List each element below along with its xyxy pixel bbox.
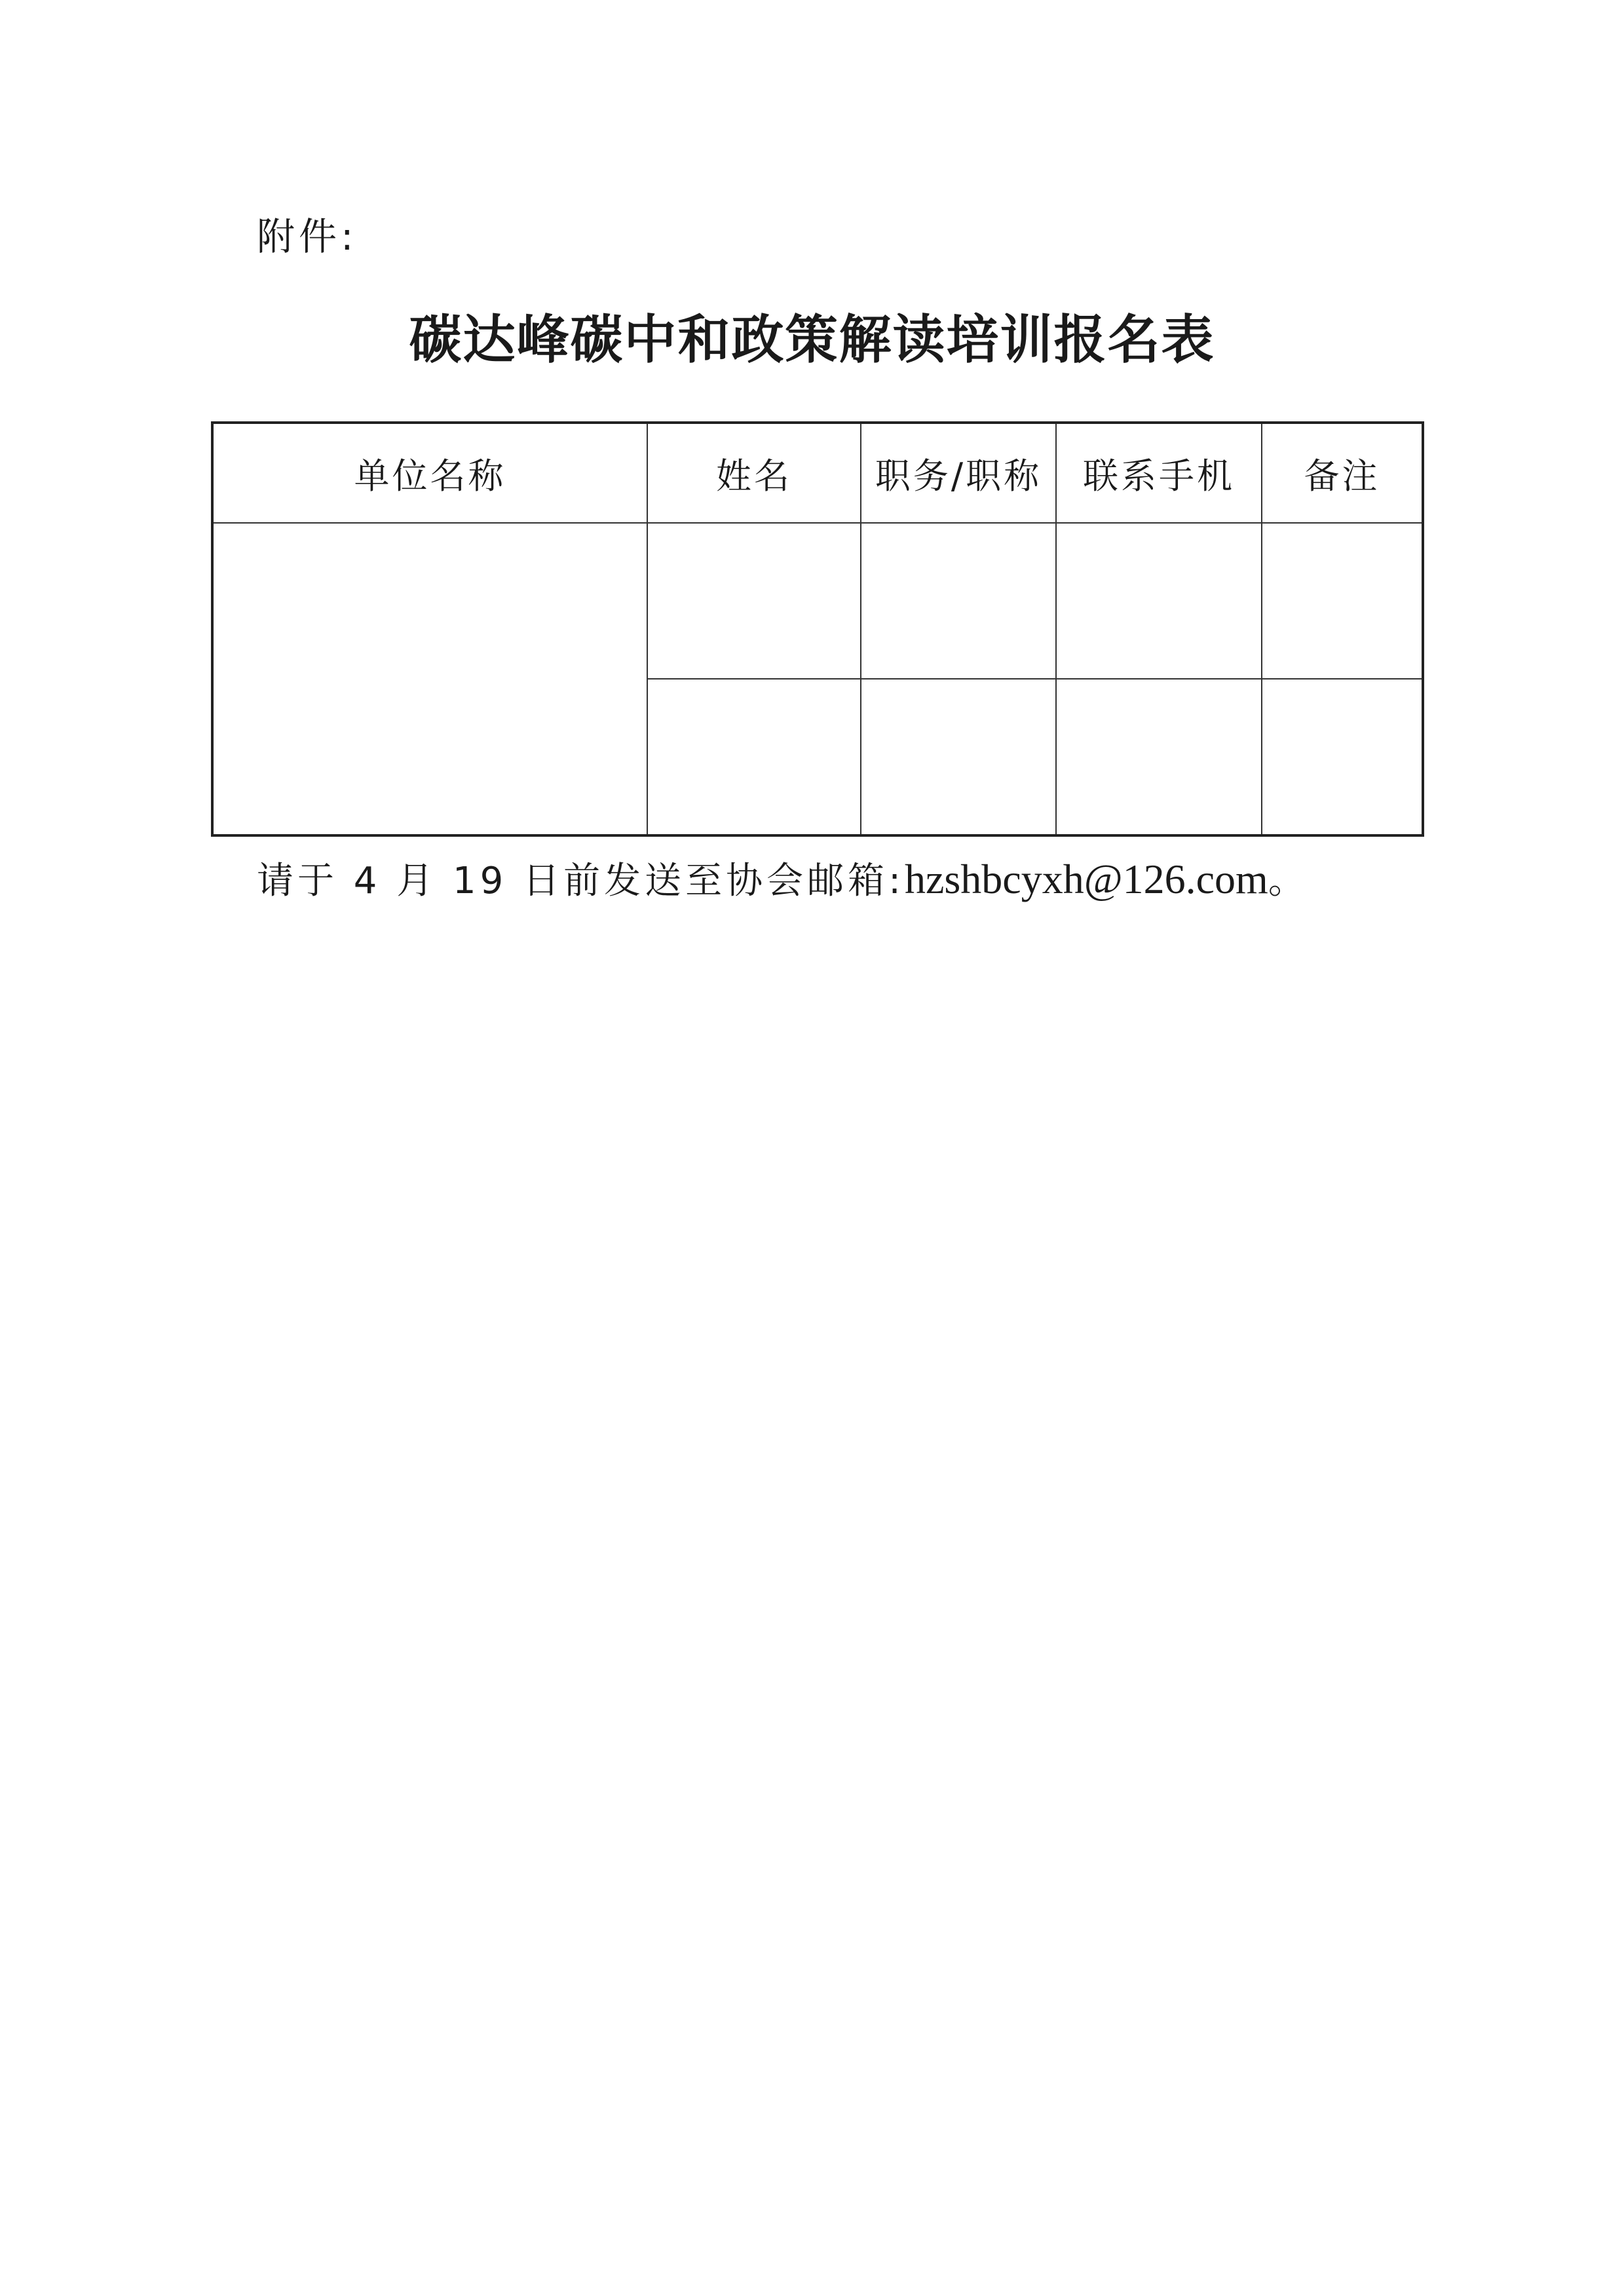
header-name: 姓名 [647, 423, 861, 523]
name-cell[interactable] [647, 523, 861, 679]
email-link[interactable]: hzshbcyxh@126.com [904, 856, 1268, 902]
mobile-cell[interactable] [1056, 523, 1262, 679]
name-cell[interactable] [647, 679, 861, 835]
remarks-cell[interactable] [1262, 523, 1423, 679]
remarks-cell[interactable] [1262, 679, 1423, 835]
attachment-label: 附件: [257, 214, 358, 259]
header-unit-name: 单位名称 [212, 423, 647, 523]
page-title: 碳达峰碳中和政策解读培训报名表 [409, 309, 1215, 370]
unit-name-cell[interactable] [212, 523, 647, 835]
header-mobile: 联系手机 [1056, 423, 1262, 523]
mobile-cell[interactable] [1056, 679, 1262, 835]
table-header-row [212, 423, 1423, 523]
position-cell[interactable] [861, 523, 1056, 679]
submission-note [257, 858, 1309, 900]
header-remarks: 备注 [1262, 423, 1423, 523]
table-row [212, 523, 1423, 679]
note-text: 请于 4 月 19 日前发送至协会邮箱: [257, 860, 905, 902]
header-position-title: 职务/职称 [861, 423, 1056, 523]
registration-table [211, 421, 1424, 837]
note-suffix: 。 [1268, 860, 1309, 902]
position-cell[interactable] [861, 679, 1056, 835]
